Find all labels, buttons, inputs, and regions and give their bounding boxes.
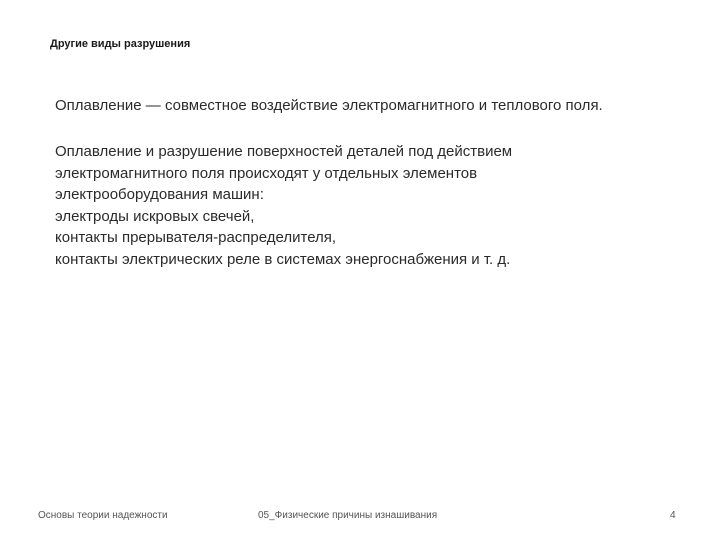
body-line: электромагнитного поля происходят у отдельных элементов bbox=[55, 164, 478, 182]
definition-text: — совместное воздействие электромагнитного и теплового поля. bbox=[141, 97, 603, 114]
page-number: 4 bbox=[670, 510, 676, 521]
body-line: электрооборудования машин: bbox=[55, 186, 264, 203]
list-item: контакты электрических реле в системах энергоснабжения и т. д. bbox=[55, 250, 511, 268]
definition-term: Оплавление bbox=[55, 97, 142, 114]
body-line: Оплавление и разрушение поверхностей деталей под действием bbox=[55, 143, 513, 160]
footer-course-name: Основы теории надежности bbox=[38, 510, 168, 521]
list-item: электроды искровых свечей, bbox=[55, 207, 255, 225]
footer-lecture-name: 05_Физические причины изнашивания bbox=[258, 510, 438, 521]
slide-title: Другие виды разрушения bbox=[50, 38, 191, 50]
body-paragraph bbox=[55, 141, 512, 270]
definition-paragraph bbox=[55, 97, 603, 114]
list-item: контакты прерывателя-распределителя, bbox=[55, 229, 337, 246]
